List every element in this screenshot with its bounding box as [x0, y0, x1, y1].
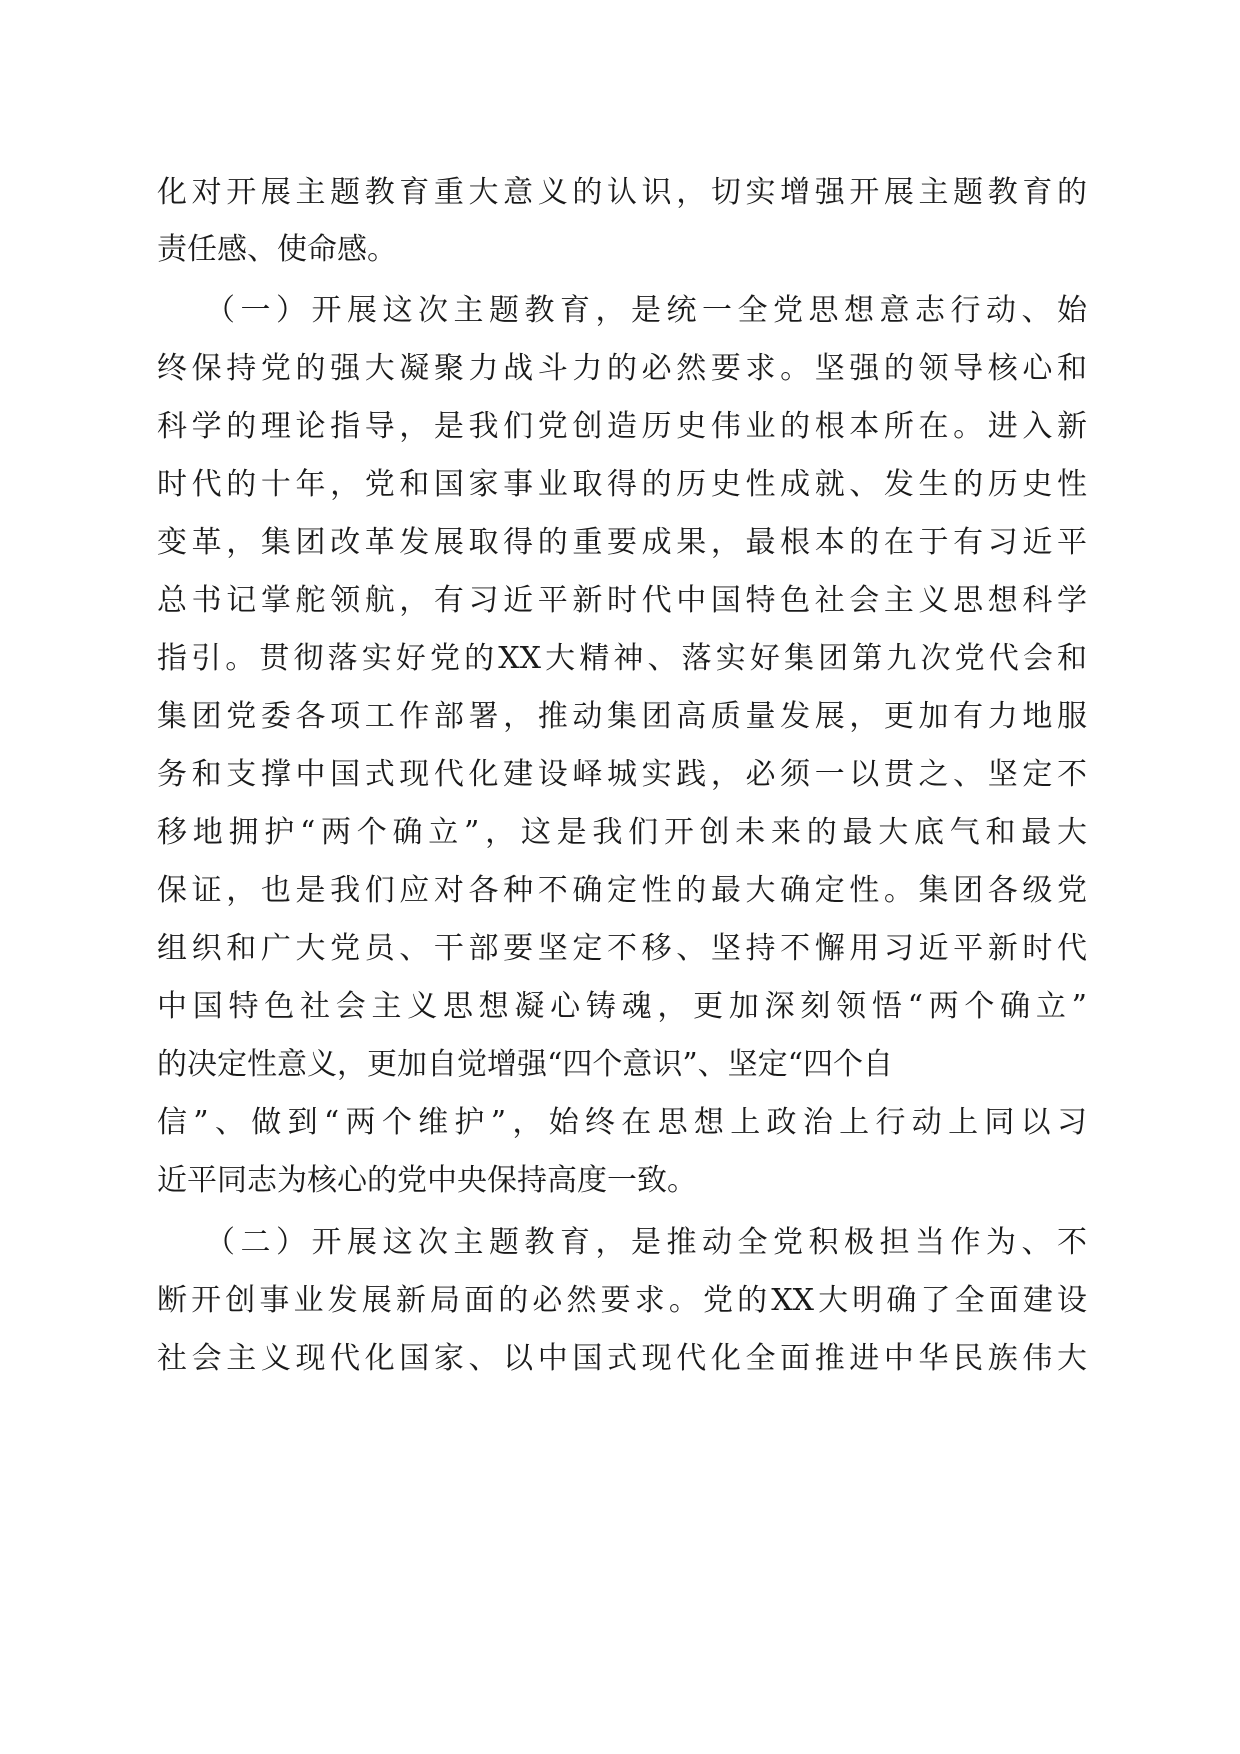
text-line: 集团党委各项工作部署，推动集团高质量发展，更加有力地服	[157, 699, 1087, 734]
text-line: 时代的十年，党和国家事业取得的历史性成就、发生的历史性	[157, 467, 1087, 502]
text-line: 务和支撑中国式现代化建设峄城实践，必须一以贯之、坚定不	[157, 757, 1087, 792]
paragraph-1-first-line: （一）开展这次主题教育，是统一全党思想意志行动、始	[205, 293, 1087, 328]
text-line: 中国特色社会主义思想凝心铸魂，更加深刻领悟“两个确立”	[157, 989, 1087, 1024]
text-line: 指引。贯彻落实好党的XX大精神、落实好集团第九次党代会和	[157, 641, 1087, 676]
text-line: 责任感、使命感。	[157, 232, 397, 267]
text-line: 保证，也是我们应对各种不确定性的最大确定性。集团各级党	[157, 873, 1087, 908]
text-line: 科学的理论指导，是我们党创造历史伟业的根本所在。进入新	[157, 409, 1087, 444]
text-line: 变革，集团改革发展取得的重要成果，最根本的在于有习近平	[157, 525, 1087, 560]
text-line: 化对开展主题教育重大意义的认识，切实增强开展主题教育的	[157, 175, 1087, 210]
text-line: 终保持党的强大凝聚力战斗力的必然要求。坚强的领导核心和	[157, 351, 1087, 386]
paragraph-2-first-line: （二）开展这次主题教育，是推动全党积极担当作为、不	[205, 1225, 1087, 1260]
text-line: 近平同志为核心的党中央保持高度一致。	[157, 1163, 697, 1198]
text-line: 信”、做到“两个维护”，始终在思想上政治上行动上同以习	[157, 1105, 1087, 1140]
text-line: 组织和广大党员、干部要坚定不移、坚持不懈用习近平新时代	[157, 931, 1087, 966]
text-line: 总书记掌舵领航，有习近平新时代中国特色社会主义思想科学	[157, 583, 1087, 618]
text-line: 的决定性意义，更加自觉增强“四个意识”、坚定“四个自	[157, 1047, 894, 1082]
text-line: 移地拥护“两个确立”，这是我们开创未来的最大底气和最大	[157, 815, 1087, 850]
text-line: 断开创事业发展新局面的必然要求。党的XX大明确了全面建设	[157, 1283, 1087, 1318]
text-line: 社会主义现代化国家、以中国式现代化全面推进中华民族伟大	[157, 1341, 1087, 1376]
